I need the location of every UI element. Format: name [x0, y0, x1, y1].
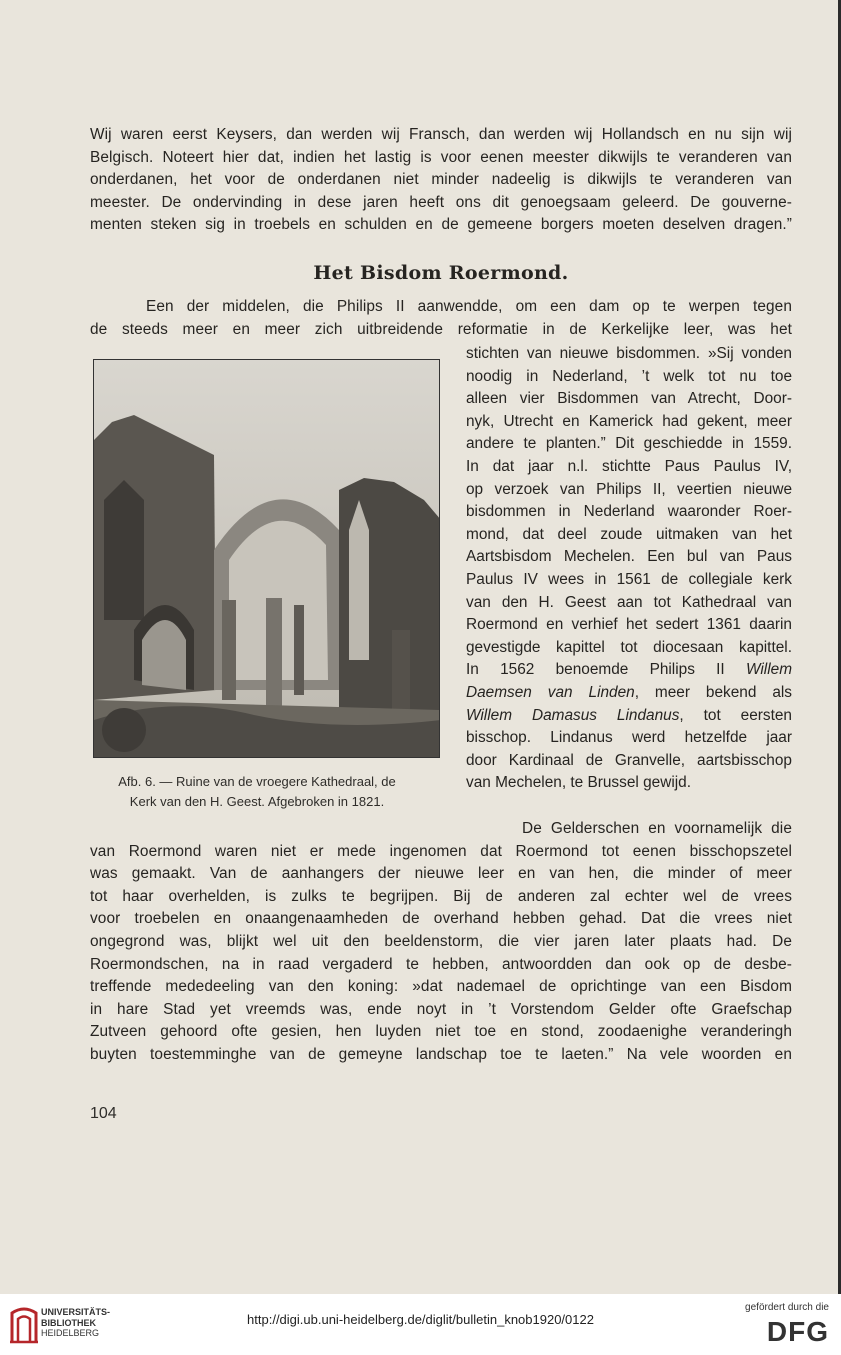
right-column-text [466, 343, 792, 795]
continuation-line: ongegrond was, blijkt wel uit den beeldenstorm, die vier jaren later plaats had. De [90, 932, 792, 950]
intro-line: onderdanen, het voor de onderdanen niet minder nadeelig is dikwijls te veranderen van [90, 171, 792, 189]
funding-note: gefördert durch die [745, 1302, 829, 1313]
continuation-line: De Gelderschen en voornamelijk die [522, 820, 792, 837]
library-name: UNIVERSITÄTS- BIBLIOTHEK HEIDELBERG [41, 1307, 111, 1338]
column-line: bisschop. Lindanus werd hetzelfde jaar [466, 729, 792, 747]
column-line: Paulus IV wees in 1561 de collegiale kerk [466, 570, 792, 588]
digital-library-footer [0, 1294, 841, 1355]
column-line-italic: Daemsen van Linden, meer bekend als [466, 683, 792, 701]
column-line: op verzoek van Philips II, veertien nieuwe [466, 480, 792, 498]
column-line: alleen vier Bisdommen van Atrecht, Door- [466, 390, 792, 408]
continuation-paragraph [90, 818, 792, 1067]
section-heading: Het Bisdom Roermond. [313, 262, 569, 284]
column-line: Roermond en verhief het sedert 1361 daarin [466, 616, 792, 634]
permalink-url[interactable]: http://digi.ub.uni-heidelberg.de/diglit/bulletin_knob1920/0122 [247, 1312, 594, 1327]
continuation-line: buyten toestemminghe van de gemeyne landschap toe te laeten.” Na vele woorden en [90, 1045, 792, 1063]
intro-line: Wij waren eerst Keysers, dan werden wij Fransch, dan werden wij Hollandsch en nu sijn wij [90, 126, 792, 143]
column-line: gevestigde kapittel tot diocesaan kapittel. [466, 638, 792, 656]
column-line-italic: Willem Damasus Lindanus, tot eersten [466, 706, 792, 724]
column-line: bisdommen in Nederland waaronder Roer- [466, 503, 792, 521]
section-line: de steeds meer en meer zich uitbreidende reformatie in de Kerkelijke leer, was het [90, 320, 792, 338]
continuation-line: Zutveen gehoord ofte gesien, hen luyden niet toe en stond, zoodaenighe veranderingh [90, 1023, 792, 1041]
page-number: 104 [90, 1105, 117, 1122]
dfg-logo[interactable]: DFG [766, 1316, 829, 1347]
continuation-line: Roermondschen, na in raad vergaderd te hebben, antwoordden dan ook op de desbe- [90, 955, 792, 973]
column-line-with-italic: In 1562 benoemde Philips II Willem [466, 661, 793, 679]
column-line: stichten van nieuwe bisdommen. »Sij vonden [466, 345, 792, 362]
intro-paragraph [90, 124, 792, 237]
section-line: Een der middelen, die Philips II aanwendde, om een dam op te werpen tegen [146, 298, 792, 315]
caption-line: Kerk van den H. Geest. Afgebroken in 1821. [129, 794, 385, 809]
column-line: andere te planten.” Dit geschiedde in 1559. [466, 435, 792, 453]
column-line: noodig in Nederland, ’t welk tot nu toe [466, 367, 792, 385]
column-line: In dat jaar n.l. stichtte Paus Paulus IV, [466, 457, 792, 475]
figure-caption [72, 772, 442, 812]
continuation-line: voor troebelen en onaangenaamheden de overhand hebben gehad. Dat die vrees niet [90, 910, 792, 928]
column-line: van Mechelen, te Brussel gewijd. [466, 774, 691, 792]
cathedral-ruin-illustration [93, 359, 440, 758]
column-line: nyk, Utrecht en Kamerick had gekent, meer [466, 412, 792, 430]
column-line: mond, dat deel zoude uitmaken van het [466, 525, 792, 543]
intro-line: Belgisch. Noteert hier dat, indien het lastig is voor eenen meester dikwijls te veranderen van [90, 148, 792, 166]
intro-line: meester. De ondervinding in dese jaren heeft ons dit genoegsaam geleerd. De gouverne- [90, 193, 792, 211]
continuation-line: treffende mededeeling van den koning: »dat nademael de oprichtinge van een Bisdom [90, 978, 792, 996]
continuation-line: in hare Stad yet vreemds was, ende noyt in ’t Vorstendom Gelder ofte Graefschap [90, 1000, 792, 1018]
caption-line: Afb. 6. — Ruine van de vroegere Kathedraal, de [118, 774, 396, 789]
italic-name: Willem [745, 661, 793, 679]
column-line: van den H. Geest aan tot Kathedraal van [466, 593, 792, 611]
intro-line: menten steken sig in troebels en schulden en de gemeene borgers moeten deselven dragen.” [90, 216, 792, 234]
ruin-drawing [94, 360, 440, 758]
column-line: Aartsbisdom Mechelen. Een bul van Paus [466, 548, 792, 566]
continuation-line: van Roermond waren niet er mede ingenomen dat Roermond tot eenen bisschopszetel [90, 842, 792, 860]
continuation-line: tot haar overhelden, is zulks te begrijpen. Bij de anderen zal echter wel de vrees [90, 887, 792, 905]
section-opening [90, 296, 792, 341]
column-line: door Kardinaal de Granvelle, aartsbisschop [466, 751, 792, 769]
continuation-line: was gemaakt. Van de aanhangers der nieuwe leer en van hen, die minder of meer [90, 865, 792, 883]
